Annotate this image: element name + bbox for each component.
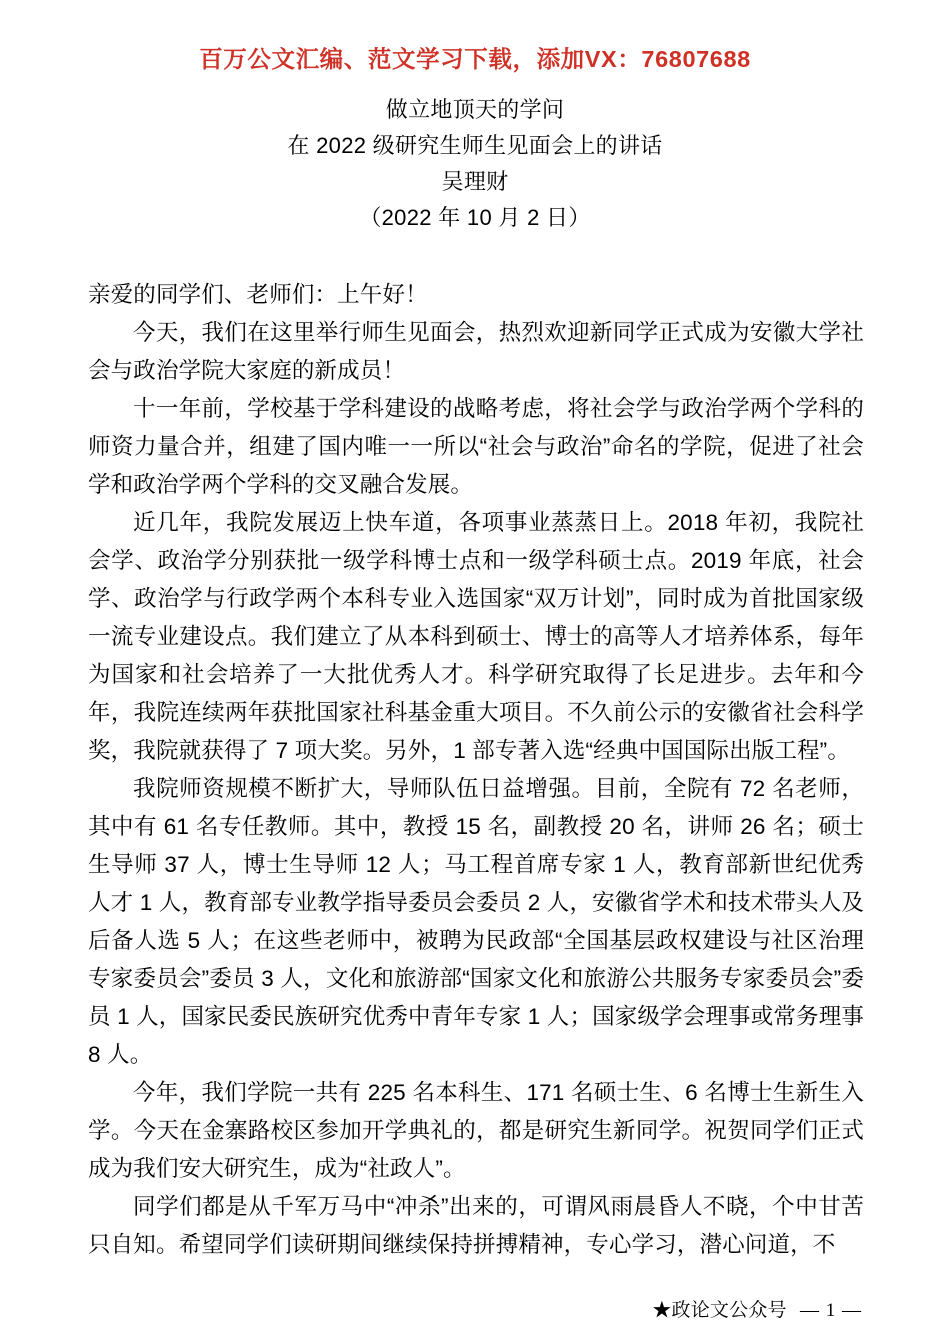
body-paragraph: 近几年，我院发展迈上快车道，各项事业蒸蒸日上。2018 年初，我院社会学、政治学分别获批一级学科博士点和一级学科硕士点。2019 年底，社会学、政治学与行政学两个本科专业入选国家“双万计划”，同时成为首批国家级一流专业建设点。我们建立了从本科到硕士、博士的高等人才培养体系，每年为国家和社会培养了一大批优秀人才。科学研究取得了长足进步。去年和今年，我院连续两年获批国家社科基金重大项目。不久前公示的安徽省社会科学奖，我院就获得了 7 项大奖。另外，1 部专著入选“经典中国国际出版工程”。 [88, 510, 864, 763]
document-date: （2022 年 10 月 2 日） [359, 205, 591, 230]
body-paragraph: 十一年前，学校基于学科建设的战略考虑，将社会学与政治学两个学科的师资力量合并，组建了国内唯一一所以“社会与政治”命名的学院，促进了社会学和政治学两个学科的交叉融合发展。 [88, 396, 864, 497]
document-author: 吴理财 [441, 169, 509, 194]
document-body [88, 276, 864, 1264]
title-block [0, 92, 950, 236]
footer-watermark: ★政论文公众号 [652, 1300, 787, 1321]
document-subtitle: 在 2022 级研究生师生见面会上的讲话 [287, 133, 663, 158]
body-paragraph: 今年，我们学院一共有 225 名本科生、171 名硕士生、6 名博士生新生入学。今天在金寨路校区参加开学典礼的，都是研究生新同学。祝贺同学们正式成为我们安大研究生，成为“社政人”。 [88, 1080, 864, 1181]
body-paragraph: 亲爱的同学们、老师们：上午好！ [88, 282, 428, 307]
body-paragraph: 今天，我们在这里举行师生见面会，热烈欢迎新同学正式成为安徽大学社会与政治学院大家庭的新成员！ [88, 320, 864, 383]
body-paragraph: 我院师资规模不断扩大，导师队伍日益增强。目前，全院有 72 名老师，其中有 61 名专任教师。其中，教授 15 名，副教授 20 名，讲师 26 名；硕士生导师 37 人，博士生导师 12 人；马工程首席专家 1 人，教育部新世纪优秀人才 1 人，教育部专业教学指导委员会委员 2 人，安徽省学术和技术带头人及后备人选 5 人；在这些老师中，被聘为民政部“全国基层政权建设与社区治理专家委员会”委员 3 人，文化和旅游部“国家文化和旅游公共服务专家委员会”委员 1 人，国家民委民族研究优秀中青年专家 1 人；国家级学会理事或常务理事 8 人。 [88, 776, 864, 1067]
body-paragraph: 同学们都是从千军万马中“冲杀”出来的，可谓风雨晨昏人不晓，个中甘苦只自知。希望同学们读研期间继续保持拼搏精神，专心学习，潜心问道，不 [88, 1194, 864, 1257]
promo-banner: 百万公文汇编、范文学习下载，添加VX：76807688 [199, 46, 751, 72]
document-title: 做立地顶天的学问 [385, 97, 565, 122]
page-footer [0, 1295, 950, 1322]
page-number: — 1 — [800, 1300, 862, 1321]
